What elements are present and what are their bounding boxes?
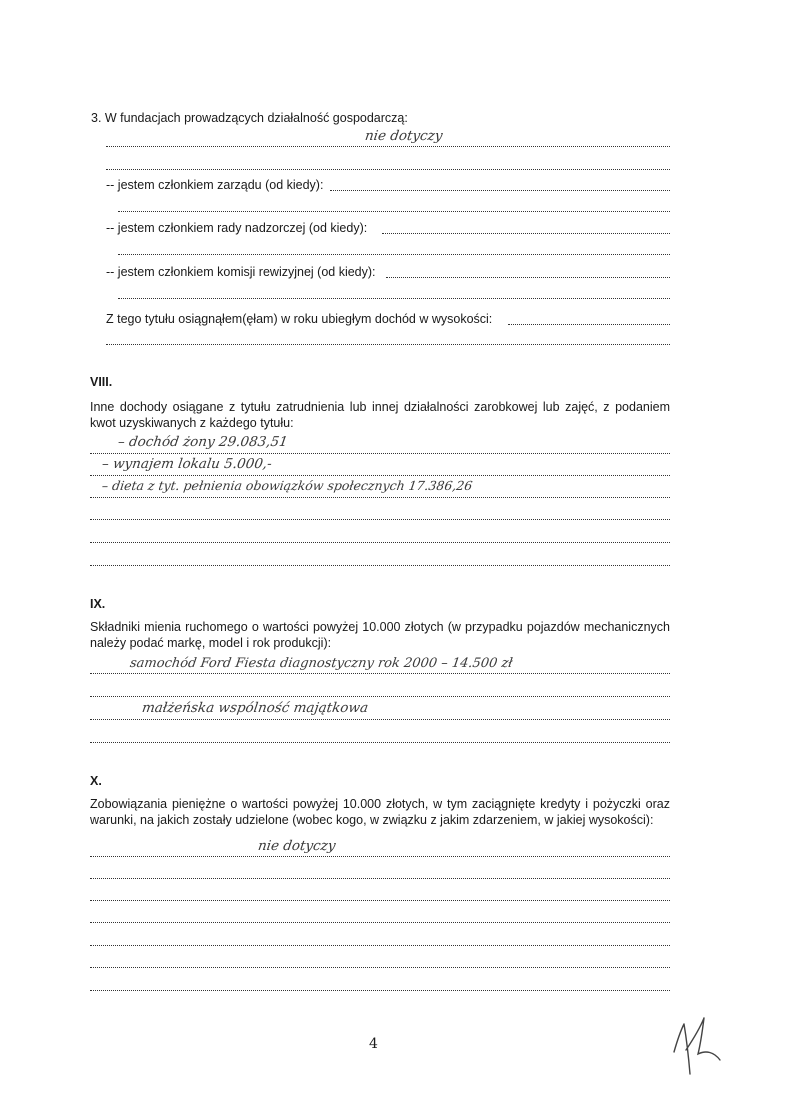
asset-entry: samochód Ford Fiesta diagnostyczny rok 2000 – 14.500 zł xyxy=(128,656,514,671)
handwritten-answer: nie dotyczy xyxy=(363,128,444,144)
handwritten-answer: nie dotyczy xyxy=(256,838,337,854)
answer-line xyxy=(90,475,670,476)
answer-line xyxy=(90,565,670,566)
answer-line xyxy=(90,497,670,498)
income-entry: – dieta z tyt. pełnienia obowiązków społecznych 17.386,26 xyxy=(100,478,474,493)
section8-heading: VIII. xyxy=(90,375,113,389)
answer-line xyxy=(90,878,670,879)
rada-label: -- jestem członkiem rady nadzorczej (od kiedy): xyxy=(106,221,368,235)
asset-entry: małżeńska wspólność majątkowa xyxy=(140,700,370,716)
page-number: 4 xyxy=(369,1036,378,1052)
income-entry: – dochód żony 29.083,51 xyxy=(116,434,289,450)
answer-line xyxy=(386,277,670,278)
answer-line xyxy=(90,519,670,520)
zarzad-label: -- jestem członkiem zarządu (od kiedy): xyxy=(106,178,324,192)
answer-line xyxy=(118,211,670,212)
answer-line xyxy=(118,254,670,255)
section10-description: Zobowiązania pieniężne o wartości powyżej 10.000 złotych, w tym zaciągnięte kredyty i pożyczki oraz warunki, na jakich zostały udzielone (wobec kogo, w związku z jakim zdarzeniem, w jakiej wysokości): xyxy=(90,797,670,827)
answer-line xyxy=(90,742,670,743)
answer-line xyxy=(508,324,670,325)
section9-description: Składniki mienia ruchomego o wartości powyżej 10.000 złotych (w przypadku pojazdów mechanicznych należy podać markę, model i rok produkcji): xyxy=(90,620,670,650)
answer-line xyxy=(90,900,670,901)
signature-initials xyxy=(664,1010,734,1080)
answer-line xyxy=(90,990,670,991)
section10-heading: X. xyxy=(90,774,102,788)
answer-line xyxy=(90,856,670,857)
answer-line xyxy=(90,453,670,454)
answer-line xyxy=(90,967,670,968)
answer-line xyxy=(90,673,670,674)
answer-line xyxy=(118,298,670,299)
answer-line xyxy=(106,344,670,345)
section8-description: Inne dochody osiągane z tytułu zatrudnienia lub innej działalności zarobkowej lub zajęć, z podaniem kwot uzyskiwanych z każdego tytułu: xyxy=(90,400,670,430)
answer-line xyxy=(90,922,670,923)
answer-line xyxy=(330,190,670,191)
answer-line xyxy=(382,233,670,234)
answer-line xyxy=(106,146,670,147)
section3-title: 3. W fundacjach prowadzących działalność gospodarczą: xyxy=(91,111,408,125)
komisja-label: -- jestem członkiem komisji rewizyjnej (od kiedy): xyxy=(106,265,376,279)
income-entry: – wynajem lokalu 5.000,- xyxy=(100,456,273,472)
dochod-label: Z tego tytułu osiągnąłem(ęłam) w roku ubiegłym dochód w wysokości: xyxy=(106,312,493,326)
answer-line xyxy=(90,696,670,697)
answer-line xyxy=(106,169,670,170)
section9-heading: IX. xyxy=(90,597,106,611)
answer-line xyxy=(90,542,670,543)
answer-line xyxy=(90,719,670,720)
answer-line xyxy=(90,945,670,946)
